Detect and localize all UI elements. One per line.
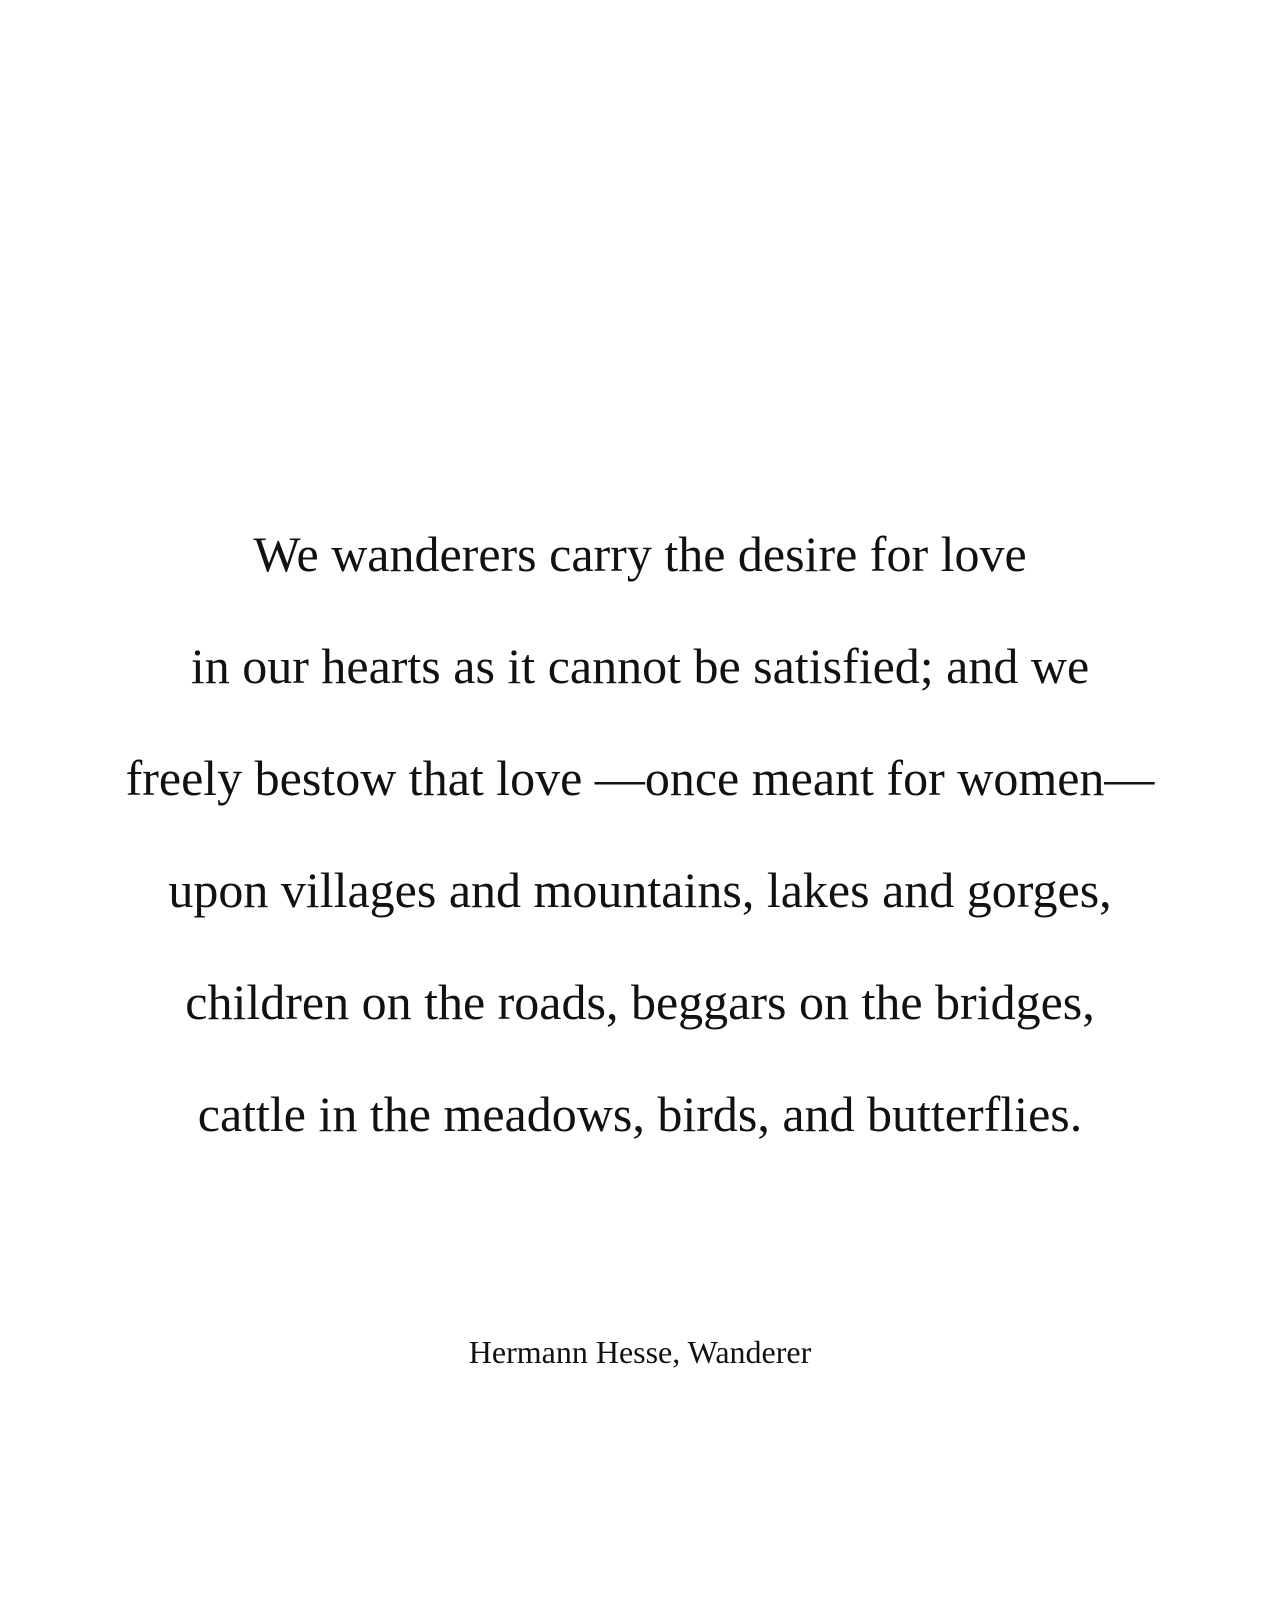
attribution: Hermann Hesse, Wanderer	[468, 1334, 812, 1370]
quote-line: in our hearts as it cannot be satisfied; and we	[190, 638, 1090, 694]
quote-line: upon villages and mountains, lakes and gorges,	[168, 862, 1112, 918]
quote-line: cattle in the meadows, birds, and butterflies.	[197, 1086, 1083, 1142]
quote-line: children on the roads, beggars on the bridges,	[185, 974, 1095, 1030]
quote-line: We wanderers carry the desire for love	[253, 526, 1027, 582]
quote-line: freely bestow that love —once meant for women—	[125, 750, 1155, 806]
quote-block	[0, 498, 1280, 1170]
